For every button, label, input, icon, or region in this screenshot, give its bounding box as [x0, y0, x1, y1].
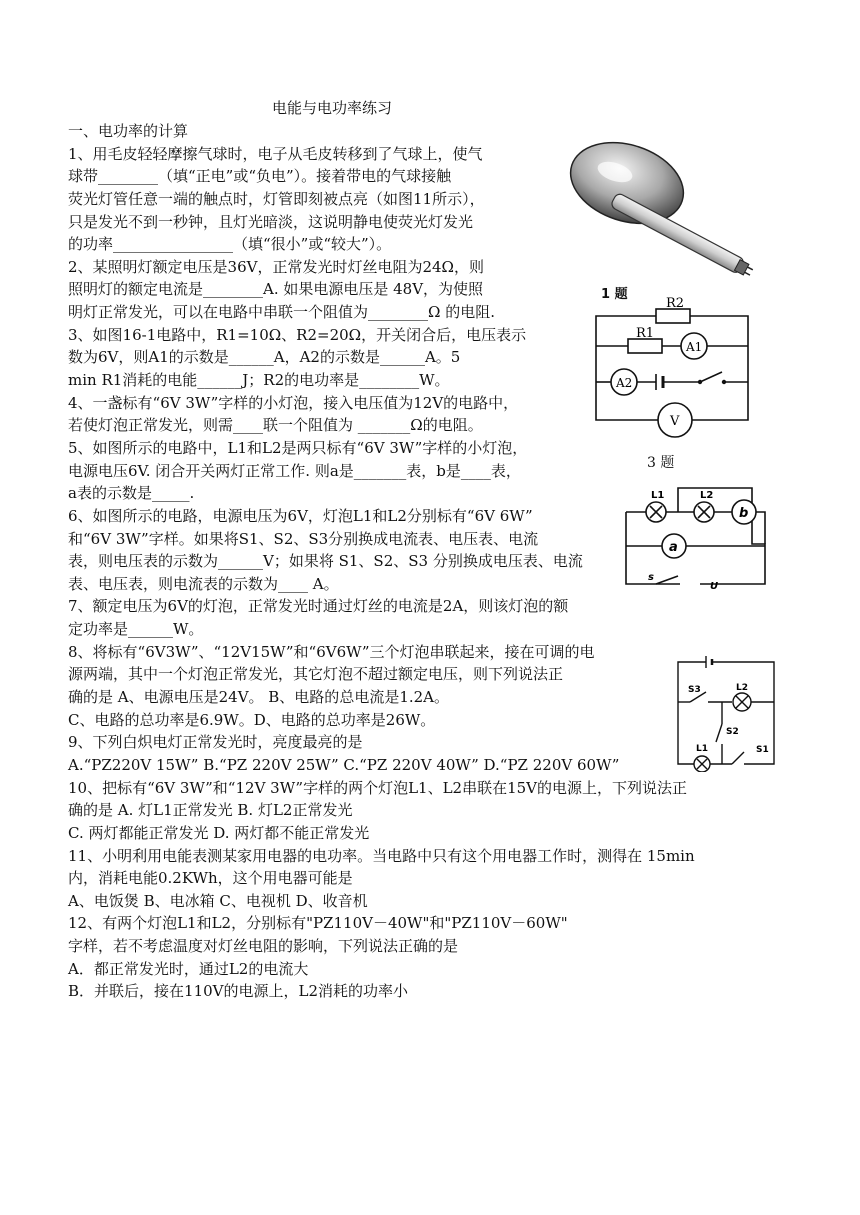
s1-label: S1 — [756, 745, 769, 755]
text-line: 源两端，其中一个灯泡正常发光，其它灯泡不超过额定电压，则下列说法正 — [68, 665, 564, 684]
v-label: V — [670, 414, 680, 429]
text-line: A、电饭煲 B、电冰箱 C、电视机 D、收音机 — [68, 891, 368, 910]
s2-label: S2 — [726, 727, 739, 737]
text-line: 表，则电压表的示数为______V；如果将 S1、S2、S3 分别换成电压表、电流 — [68, 552, 583, 571]
circuit-figure-3 — [588, 296, 778, 441]
u-label: U — [710, 581, 719, 592]
circuit-figure-5 — [620, 484, 780, 596]
text-line: 荧光灯管任意一端的触点时，灯管即刻被点亮（如图11所示）， — [68, 189, 485, 208]
text-line: 8、将标有“6V3W”、“12V15W”和“6V6W”三个灯泡串联起来，接在可调的电 — [68, 642, 595, 661]
page-title: 电能与电功率练习 — [272, 99, 393, 117]
text-line: 数为6V，则A1的示数是______A，A2的示数是______A。5 — [68, 348, 461, 367]
circuit-figure-6 — [672, 652, 782, 772]
text-line: 确的是 A. 灯L1正常发光 B. 灯L2正常发光 — [68, 801, 353, 820]
text-line: 1、用毛皮轻轻摩擦气球时，电子从毛皮转移到了气球上，使气 — [68, 144, 483, 163]
r1-label: R1 — [636, 326, 655, 341]
s-label: s — [648, 572, 654, 583]
b-meter-label: b — [739, 506, 749, 521]
text-line: 2、某照明灯额定电压是36V，正常发光时灯丝电阻为24Ω，则 — [68, 257, 484, 276]
text-line: 只是发光不到一秒钟，且灯光暗淡，这说明静电使荧光灯发光 — [68, 212, 474, 231]
figure-3-caption: 3 题 — [647, 455, 675, 471]
text-line: 的功率________________（填“很小”或“较大”）。 — [68, 235, 392, 254]
text-line: a表的示数是_____. — [68, 484, 195, 503]
text-line: 7、额定电压为6V的灯泡，正常发光时通过灯丝的电流是2A，则该灯泡的额 — [68, 597, 569, 616]
l1-label: L1 — [651, 490, 665, 501]
text-line: 电源电压6V. 闭合开关两灯正常工作. 则a是_______表，b是____表， — [68, 461, 521, 480]
text-line: 确的是 A、电源电压是24V。 B、电路的总电流是1.2A。 — [68, 688, 450, 707]
text-line: 12、有两个灯泡L1和L2，分别标有"PZ110V－40W"和"PZ110V－60W" — [68, 914, 568, 933]
l2-label: L2 — [700, 490, 714, 501]
text-line: 字样，若不考虑温度对灯丝电阻的影响，下列说法正确的是 — [68, 937, 459, 956]
text-line: 4、一盏标有“6V 3W”字样的小灯泡，接入电压值为12V的电路中， — [68, 393, 519, 412]
a2-label: A2 — [616, 376, 633, 390]
s3-label: S3 — [688, 685, 701, 695]
text-line: A．都正常发光时，通过L2的电流大 — [68, 959, 309, 978]
text-line: C. 两灯都能正常发光 D. 两灯都不能正常发光 — [68, 823, 370, 842]
text-line: C、电路的总功率是6.9W。D、电路的总功率是26W。 — [68, 710, 436, 729]
text-line: A.“PZ220V 15W” B.“PZ 220V 25W” C.“PZ 220V 40W” D.“PZ 220V 60W” — [68, 755, 620, 774]
figure-1-label: 1 题 — [601, 287, 628, 302]
text-line: 球带________（填“正电”或“负电”）。接着带电的气球接触 — [68, 167, 452, 186]
l2-label-fig6: L2 — [736, 683, 748, 693]
a1-label: A1 — [686, 340, 703, 354]
text-line: 5、如图所示的电路中，L1和L2是两只标有“6V 3W”字样的小灯泡， — [68, 438, 528, 457]
text-line: min R1消耗的电能______J；R2的电功率是________W。 — [68, 371, 450, 390]
text-line: 照明灯的额定电流是________A. 如果电源电压是 48V，为使照 — [68, 280, 484, 299]
text-line: 3、如图16-1电路中，R1=10Ω、R2=20Ω，开关闭合后，电压表示 — [68, 325, 527, 344]
l1-label-fig6: L1 — [696, 744, 708, 754]
text-line: 定功率是______W。 — [68, 620, 204, 639]
text-line: 明灯正常发光，可以在电路中串联一个阻值为________Ω 的电阻. — [68, 303, 495, 322]
text-line: 11、小明利用电能表测某家用电器的电功率。当电路中只有这个用电器工作时，测得在 15min — [68, 846, 695, 865]
text-line: 9、下列白炽电灯正常发光时，亮度最亮的是 — [68, 733, 363, 752]
text-line: 10、把标有“6V 3W”和“12V 3W”字样的两个灯泡L1、L2串联在15V的电源上，下列说法正 — [68, 778, 688, 797]
text-line: 内，消耗电能0.2KWh，这个用电器可能是 — [68, 869, 353, 888]
text-line: 一、电功率的计算 — [68, 122, 189, 140]
balloon-lamp-figure — [565, 138, 755, 278]
text-line: 表、电压表，则电流表的示数为____ A。 — [68, 574, 339, 593]
a-meter-label: a — [669, 540, 678, 555]
text-line: 若使灯泡正常发光，则需____联一个阻值为 _______Ω的电阻。 — [68, 416, 483, 435]
text-line: B．并联后，接在110V的电源上，L2消耗的功率小 — [68, 982, 408, 1001]
text-line: 6、如图所示的电路，电源电压为6V，灯泡L1和L2分别标有“6V 6W” — [68, 506, 533, 525]
r2-label: R2 — [666, 296, 685, 311]
text-line: 和“6V 3W”字样。如果将S1、S2、S3分别换成电流表、电压表、电流 — [68, 529, 539, 548]
